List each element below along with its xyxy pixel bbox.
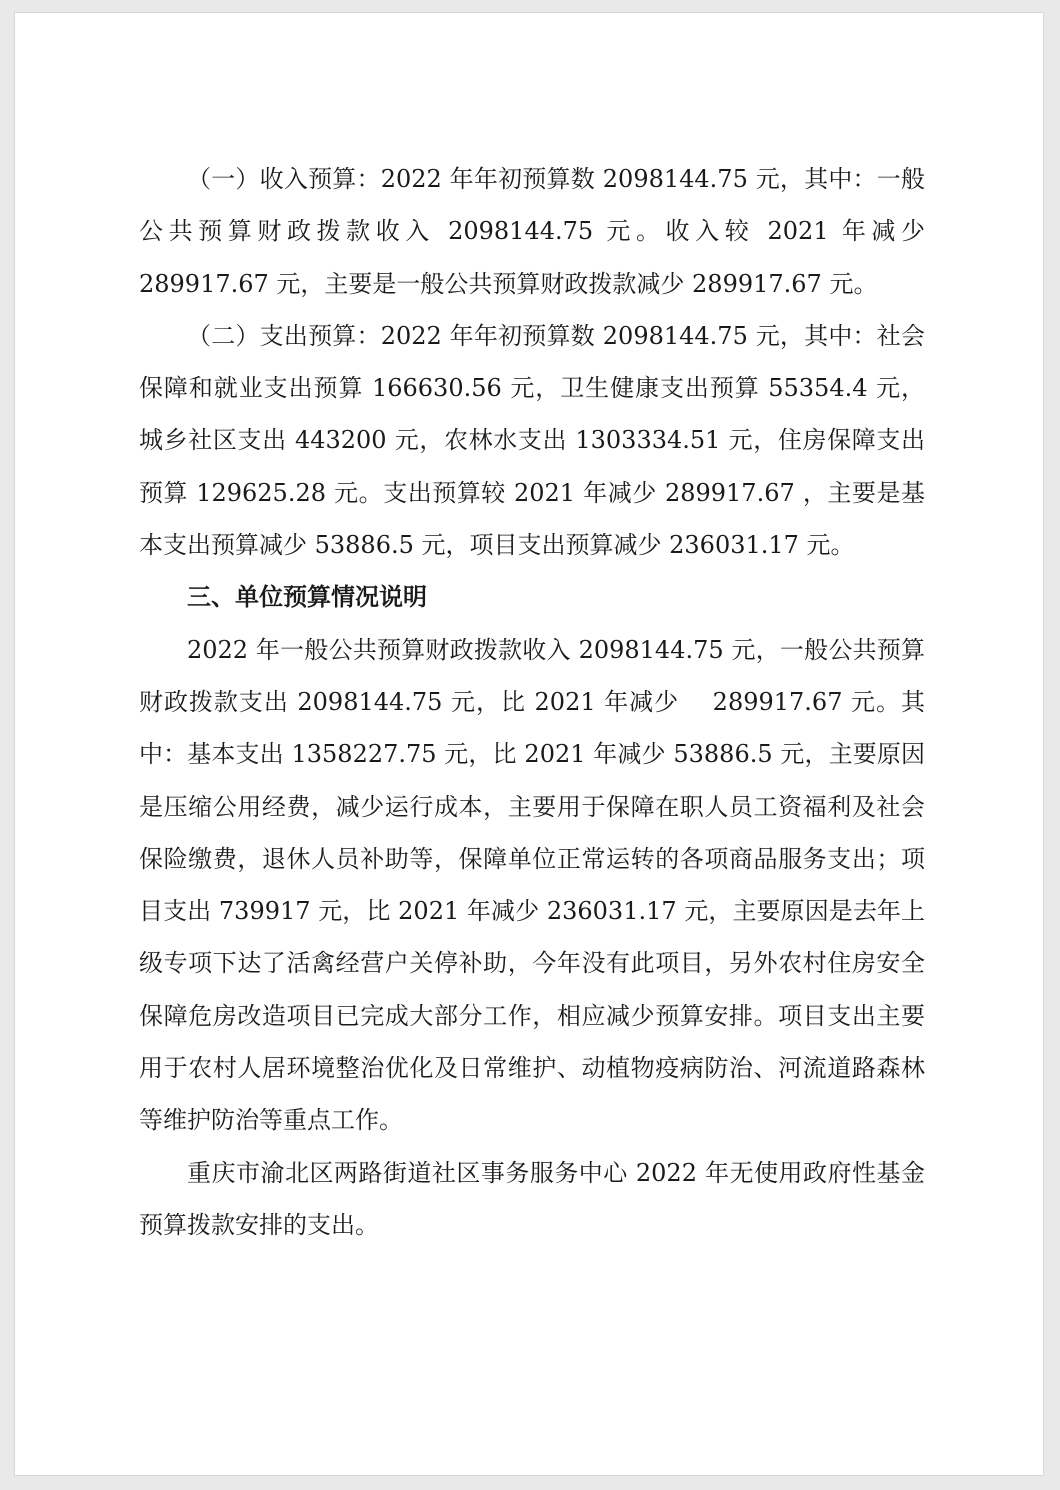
unit-budget-explanation-paragraph: 2022 年一般公共预算财政拨款收入 2098144.75 元，一般公共预算财政拨款支出 2098144.75 元，比 2021 年减少 289917.67 元。其中：基本支出 1358227.75 元，比 2021 年减少 53886.5 元，主要原因是压缩公用经费，减少运行成本，主要用于保障在职人员工资福利及社会保险缴费，退休人员补助等，保障单位正常运转的各项商品服务支出；项目支出 739917 元，比 2021 年减少 236031.17 元，主要原因是去年上级专项下达了活禽经营户关停补助，今年没有此项目，另外农村住房安全保障危房改造项目已完成大部分工作，相应减少预算安排。项目支出主要用于农村人居环境整治优化及日常维护、动植物疫病防治、河流道路森林等维护防治等重点工作。 [139, 635, 925, 1135]
expenditure-budget-paragraph: （二）支出预算：2022 年年初预算数 2098144.75 元，其中：社会保障和就业支出预算 166630.56 元，卫生健康支出预算 55354.4 元，城乡社区支出 443200 元，农林水支出 1303334.51 元，住房保障支出预算 129625.28 元。支出预算较 2021 年减少 289917.67 ，主要是基本支出预算减少 53886.5 元，项目支出预算减少 236031.17 元。 [139, 321, 925, 560]
income-budget-paragraph: （一）收入预算：2022 年年初预算数 2098144.75 元，其中：一般公共预算财政拨款收入 2098144.75 元。收入较 2021 年减少 289917.67 元，主要是一般公共预算财政拨款减少 289917.67 元。 [139, 165, 925, 298]
section-three-heading: 三、单位预算情况说明 [187, 583, 427, 612]
government-fund-note-paragraph: 重庆市渝北区两路街道社区事务服务中心 2022 年无使用政府性基金预算拨款安排的支出。 [139, 1158, 925, 1239]
document-body [139, 153, 925, 1251]
document-page [14, 12, 1044, 1476]
